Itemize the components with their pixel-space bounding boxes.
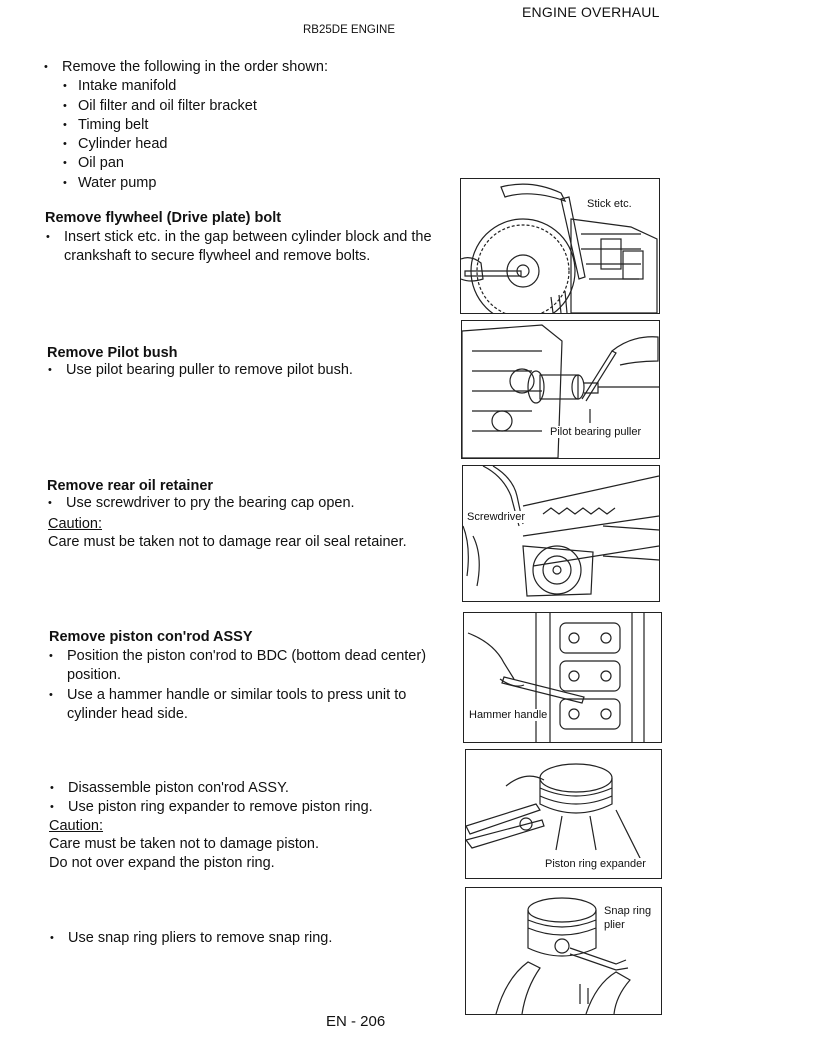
intro-block bbox=[62, 58, 442, 193]
piston-heading: Remove piston con'rod ASSY bbox=[49, 629, 253, 645]
pilot-bullet: • Use pilot bearing puller to remove pilot bush. bbox=[66, 361, 441, 380]
snap-text bbox=[68, 929, 443, 948]
pilot-heading: Remove Pilot bush bbox=[47, 345, 178, 361]
ring-figure bbox=[465, 749, 662, 879]
figure-label-screwdriver: Screwdriver bbox=[467, 511, 526, 523]
piston-text bbox=[67, 647, 457, 724]
ring-bullet: • Use piston ring expander to remove piston ring. bbox=[68, 798, 443, 817]
ring-caution-line: Care must be taken not to damage piston. bbox=[49, 836, 320, 852]
intro-item: • Cylinder head bbox=[78, 135, 442, 154]
retainer-heading: Remove rear oil retainer bbox=[47, 478, 214, 494]
flywheel-heading: Remove flywheel (Drive plate) bolt bbox=[45, 210, 282, 226]
figure-label-snap-line1: Snap ring bbox=[604, 905, 652, 917]
retainer-caution-label: Caution: bbox=[48, 516, 103, 532]
retainer-text bbox=[66, 494, 441, 513]
ring-caution-label: Caution: bbox=[49, 818, 104, 834]
intro-item: • Oil pan bbox=[78, 154, 442, 173]
ring-bullet: • Disassemble piston con'rod ASSY. bbox=[68, 779, 443, 798]
figure-label-hammer: Hammer handle bbox=[469, 709, 548, 721]
piston-figure bbox=[463, 612, 662, 743]
ring-caution-line: Do not over expand the piston ring. bbox=[49, 855, 275, 871]
figure-label-puller: Pilot bearing puller bbox=[550, 426, 642, 438]
retainer-illustration bbox=[463, 466, 659, 601]
flywheel-figure bbox=[460, 178, 660, 314]
pilot-text bbox=[66, 361, 441, 380]
flywheel-bullet: • Insert stick etc. in the gap between cylinder block and the crankshaft to secure flywheel and remove bolts. bbox=[64, 228, 439, 267]
figure-label-expander: Piston ring expander bbox=[545, 858, 646, 870]
snap-figure bbox=[465, 887, 662, 1015]
figure-label-stick: Stick etc. bbox=[587, 198, 632, 210]
intro-item: • Intake manifold bbox=[78, 77, 442, 96]
engine-label: RB25DE ENGINE bbox=[303, 24, 396, 36]
figure-label-snap-line2: plier bbox=[604, 919, 625, 931]
snap-bullet: • Use snap ring pliers to remove snap ring. bbox=[68, 929, 443, 948]
piston-bullet: • Use a hammer handle or similar tools to press unit to cylinder head side. bbox=[67, 686, 457, 725]
pilot-figure bbox=[461, 320, 660, 459]
page-number: EN - 206 bbox=[326, 1013, 386, 1030]
intro-item: • Timing belt bbox=[78, 116, 442, 135]
intro-item: • Oil filter and oil filter bracket bbox=[78, 97, 442, 116]
flywheel-text bbox=[64, 228, 439, 267]
retainer-bullet: • Use screwdriver to pry the bearing cap open. bbox=[66, 494, 441, 513]
piston-bullet: • Position the piston con'rod to BDC (bottom dead center) position. bbox=[67, 647, 457, 686]
retainer-figure bbox=[462, 465, 660, 602]
intro-item: • Water pump bbox=[78, 174, 442, 193]
retainer-caution-text: Care must be taken not to damage rear oil seal retainer. bbox=[48, 534, 407, 550]
piston-illustration bbox=[464, 613, 661, 742]
ring-text bbox=[68, 779, 443, 818]
section-title: ENGINE OVERHAUL bbox=[522, 4, 660, 20]
intro-text: • Remove the following in the order shown: bbox=[62, 58, 442, 77]
